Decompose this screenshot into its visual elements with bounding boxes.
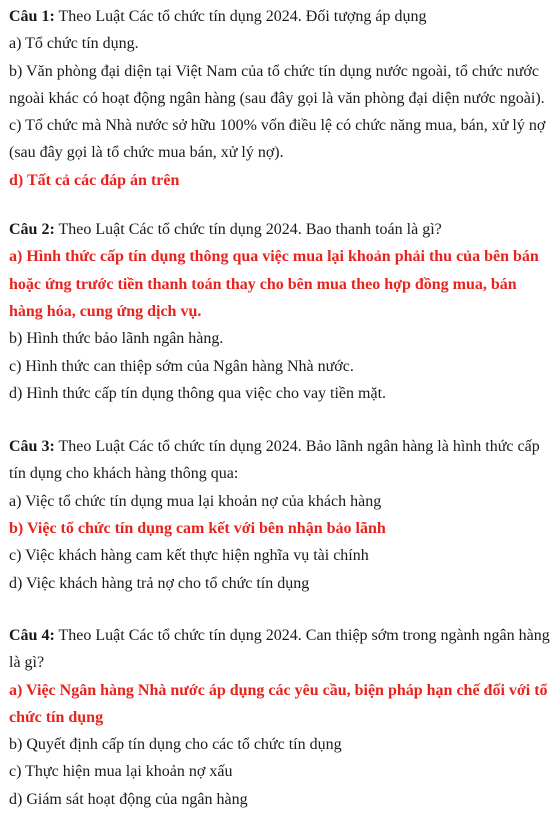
question-3-label: Câu 3: <box>9 438 55 456</box>
question-2-text: Theo Luật Các tổ chức tín dụng 2024. Bao thanh toán là gì? <box>54 221 442 239</box>
question-3-answer-c: c) Việc khách hàng cam kết thực hiện nghĩa vụ tài chính <box>9 547 369 565</box>
question-2-answer-a-correct: a) Hình thức cấp tín dụng thông qua việc mua lại khoản phải thu của bên bán hoặc ứng trước tiền thanh toán thay cho bên mua theo hợp đồng mua, bán hàng hóa, cung ứng dịch vụ. <box>9 248 539 320</box>
question-2 <box>9 194 550 407</box>
question-2-answer-d: d) Hình thức cấp tín dụng thông qua việc cho vay tiền mặt. <box>9 384 387 402</box>
question-2-answer-b: b) Hình thức bảo lãnh ngân hàng. <box>9 330 224 348</box>
question-3-title <box>9 433 550 488</box>
question-2-answer-c: c) Hình thức can thiệp sớm của Ngân hàng Nhà nước. <box>9 357 354 375</box>
question-3-answer-d: d) Việc khách hàng trả nợ cho tổ chức tín dụng <box>9 574 310 592</box>
question-3 <box>9 407 550 597</box>
question-4-text: Theo Luật Các tổ chức tín dụng 2024. Can thiệp sớm trong ngành ngân hàng là gì? <box>9 626 550 672</box>
question-4-title <box>9 622 550 677</box>
question-3-answer-a: a) Việc tổ chức tín dụng mua lại khoản nợ của khách hàng <box>9 492 382 510</box>
question-1-label: Câu 1: <box>9 8 55 25</box>
question-4-label: Câu 4: <box>9 626 55 644</box>
question-1-answer-d-correct: d) Tất cả các đáp án trên <box>9 171 180 189</box>
question-4-answer-c: c) Thực hiện mua lại khoản nợ xấu <box>9 763 233 781</box>
question-4-answer-b: b) Quyết định cấp tín dụng cho các tổ chức tín dụng <box>9 736 342 754</box>
question-1-answer-a: a) Tổ chức tín dụng. <box>9 35 139 53</box>
question-1-text: Theo Luật Các tổ chức tín dụng 2024. Đối tượng áp dụng <box>54 8 427 25</box>
question-4-answer-d: d) Giám sát hoạt động của ngân hàng <box>9 790 248 808</box>
question-3-text: Theo Luật Các tổ chức tín dụng 2024. Bảo lãnh ngân hàng là hình thức cấp tín dụng cho khách hàng thông qua: <box>9 438 540 483</box>
question-1-answer-b: b) Văn phòng đại diện tại Việt Nam của tổ chức tín dụng nước ngoài, tổ chức nước ngoài khác có hoạt động ngân hàng (sau đây gọi là văn phòng đại diện nước ngoài). <box>9 62 545 107</box>
question-1-title <box>9 3 550 30</box>
question-3-answer-b-correct: b) Việc tổ chức tín dụng cam kết với bên nhận bảo lãnh <box>9 520 386 538</box>
question-2-label: Câu 2: <box>9 221 55 239</box>
question-1-answer-c: c) Tổ chức mà Nhà nước sở hữu 100% vốn điều lệ có chức năng mua, bán, xử lý nợ (sau đây gọi là tổ chức mua bán, xử lý nợ). <box>9 117 546 162</box>
question-4-answer-a-correct: a) Việc Ngân hàng Nhà nước áp dụng các yêu cầu, biện pháp hạn chế đối với tổ chức tín dụng <box>9 681 548 726</box>
question-2-title <box>9 216 550 243</box>
question-1 <box>9 0 550 194</box>
question-4 <box>9 597 550 813</box>
